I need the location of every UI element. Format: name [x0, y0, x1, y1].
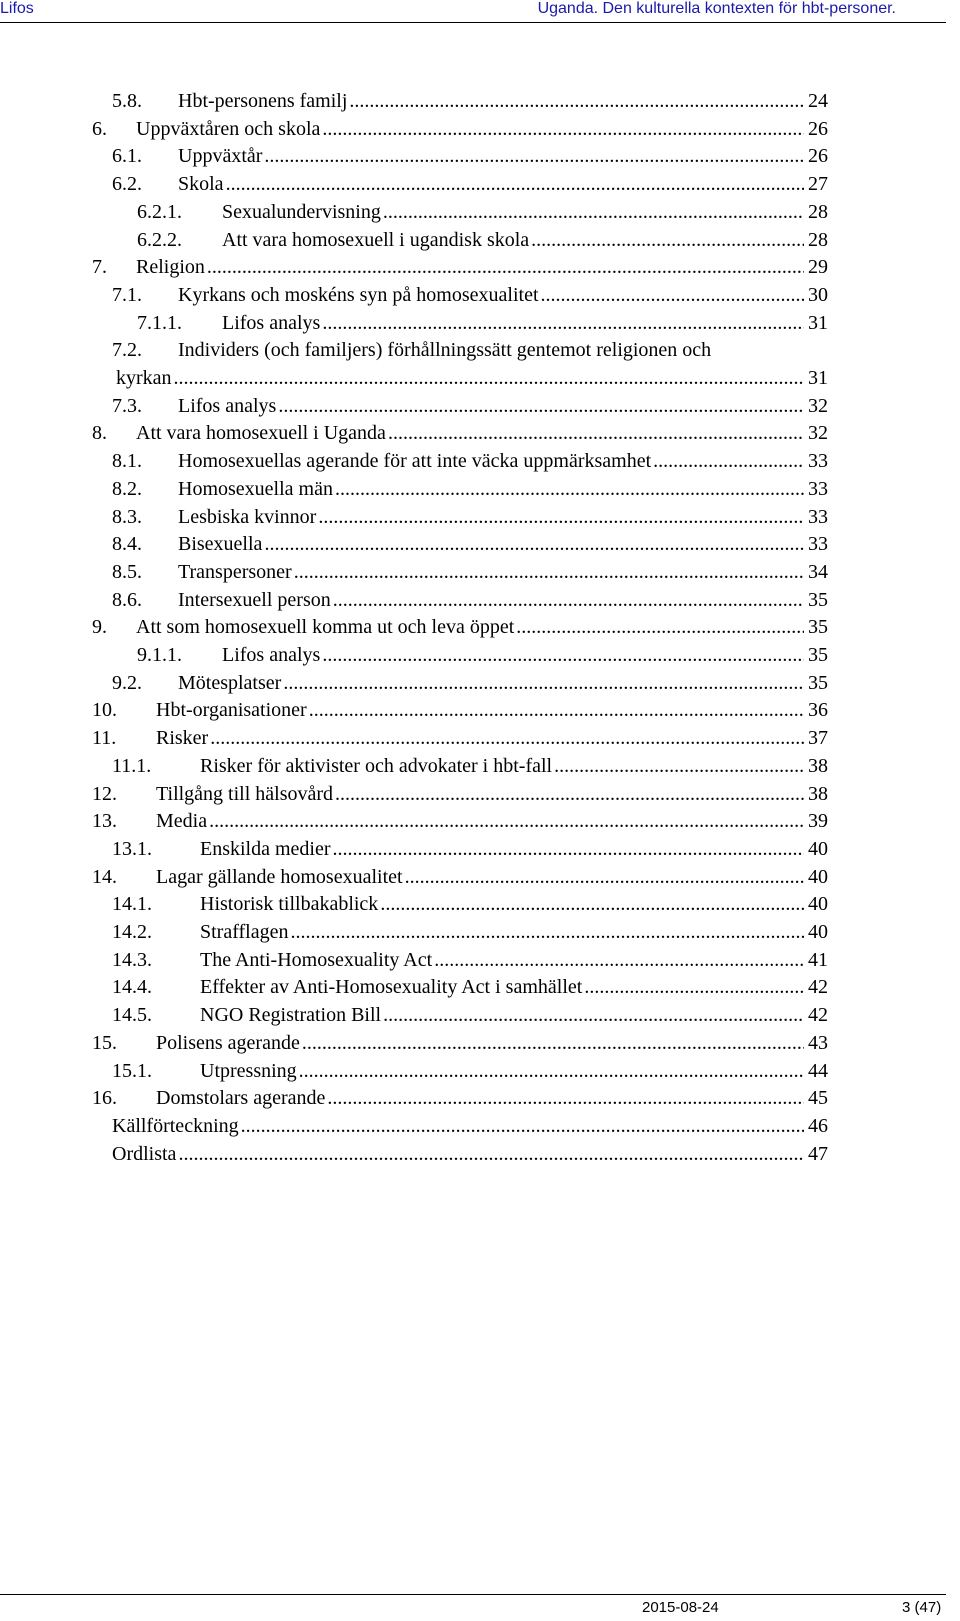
toc-title: NGO Registration Bill	[200, 1004, 382, 1027]
toc-number: 6.1.	[112, 145, 142, 168]
toc-number: 7.3.	[112, 394, 142, 417]
toc-leader-dots	[226, 171, 804, 197]
toc-page-number: 28	[808, 200, 828, 223]
toc-number: 8.5.	[112, 560, 142, 583]
header-right-text: Uganda. Den kulturella kontexten för hbt-personer.	[537, 0, 896, 17]
toc-page-number: 31	[808, 311, 828, 334]
toc-title: Uppväxtåren och skola	[136, 117, 321, 140]
toc-number: 10.	[92, 699, 117, 722]
toc-number: 8.	[92, 422, 107, 445]
toc-leader-dots	[322, 310, 804, 336]
toc-title: Mötesplatser	[178, 671, 282, 694]
footer-date: 2015-08-24	[642, 1599, 719, 1616]
toc-leader-dots	[333, 587, 804, 613]
toc-leader-dots	[584, 974, 804, 1000]
toc-number: 8.6.	[112, 588, 142, 611]
toc-page-number: 33	[808, 450, 828, 473]
toc-number: 16.	[92, 1087, 117, 1110]
toc-leader-dots	[405, 864, 804, 890]
toc-title: Risker för aktivister och advokater i hbt-fall	[200, 754, 553, 777]
toc-number: 6.2.1.	[137, 200, 182, 223]
toc-page-number: 38	[808, 754, 828, 777]
toc-title: Ordlista	[112, 1142, 177, 1165]
toc-number: 9.2.	[112, 671, 142, 694]
toc-title: Effekter av Anti-Homosexuality Act i samhället	[200, 976, 583, 999]
toc-number: 9.1.1.	[137, 644, 182, 666]
toc-title: Religion	[136, 256, 205, 279]
toc-leader-dots	[516, 614, 804, 640]
toc-title: Lifos analys	[178, 394, 277, 417]
toc-page-number: 37	[808, 727, 828, 750]
toc-number: 14.2.	[112, 921, 152, 943]
toc-leader-dots	[653, 448, 804, 474]
toc-leader-dots	[388, 420, 804, 446]
toc-number: 11.1.	[112, 754, 152, 777]
toc-leader-dots	[209, 808, 804, 834]
toc-page-number: 30	[808, 283, 828, 306]
toc-page-number: 40	[808, 837, 828, 860]
toc-number: 6.2.2.	[137, 228, 182, 251]
footer-page-number: 3 (47)	[902, 1599, 942, 1616]
toc-page-number: 31	[808, 367, 828, 389]
toc-number: 8.1.	[112, 450, 142, 473]
toc-page-number: 38	[808, 782, 828, 805]
toc-title: Utpressning	[200, 1059, 297, 1082]
toc-leader-dots	[210, 725, 804, 751]
toc-leader-dots	[309, 697, 804, 723]
toc-title: Lagar gällande homosexualitet	[156, 865, 403, 888]
toc-page-number: 33	[808, 533, 828, 556]
toc-leader-dots	[294, 559, 804, 585]
toc-title: Att vara homosexuell i ugandisk skola	[222, 228, 530, 251]
toc-leader-dots	[241, 1113, 804, 1139]
toc-page-number: 44	[808, 1059, 828, 1082]
toc-number: 8.4.	[112, 533, 142, 556]
toc-page-number: 32	[808, 394, 828, 417]
toc-title: Kyrkans och moskéns syn på homosexualitet	[178, 283, 539, 306]
toc-number: 9.	[92, 616, 107, 639]
toc-page-number: 24	[808, 90, 828, 112]
toc-page-number: 40	[808, 865, 828, 888]
toc-page-number: 46	[808, 1114, 828, 1137]
toc-title: Uppväxtår	[178, 145, 263, 168]
toc-leader-dots	[434, 947, 804, 973]
toc-title: Att vara homosexuell i Uganda	[136, 422, 386, 445]
toc-page-number: 28	[808, 228, 828, 251]
toc-leader-dots	[178, 1141, 804, 1167]
toc-leader-dots	[318, 504, 804, 530]
toc-page-number: 40	[808, 921, 828, 943]
toc-leader-dots	[283, 670, 804, 696]
toc-leader-dots	[333, 836, 804, 862]
toc-page-number: 29	[808, 256, 828, 279]
toc-leader-dots	[335, 781, 804, 807]
toc-leader-dots	[349, 88, 804, 114]
toc-leader-dots	[383, 1002, 804, 1028]
page-footer	[0, 1594, 946, 1621]
toc-number: 8.3.	[112, 505, 142, 528]
toc-title: Hbt-organisationer	[156, 699, 307, 722]
toc-title: Individers (och familjers) förhållningssätt gentemot religionen och	[178, 339, 712, 362]
toc-number: 7.1.1.	[137, 311, 182, 334]
toc-title: Lifos analys	[222, 311, 321, 334]
toc-title: Polisens agerande	[156, 1031, 300, 1054]
header-left-text: Lifos	[0, 0, 34, 17]
toc-leader-dots	[264, 531, 804, 557]
toc-number: 13.	[92, 810, 117, 833]
toc-title: The Anti-Homosexuality Act	[200, 948, 433, 971]
toc-page-number: 35	[808, 671, 828, 694]
toc-page-number: 35	[808, 588, 828, 611]
toc-title: Bisexuella	[178, 533, 263, 556]
toc-number: 15.1.	[112, 1059, 152, 1082]
toc-leader-dots	[174, 365, 804, 391]
toc-leader-dots	[383, 199, 804, 225]
toc-leader-dots	[531, 227, 804, 253]
toc-page-number: 41	[808, 948, 828, 971]
toc-title-continuation: kyrkan	[116, 367, 172, 389]
toc-title: Enskilda medier	[200, 837, 331, 860]
toc-title: Homosexuellas agerande för att inte väcka uppmärksamhet	[178, 450, 652, 473]
toc-page-number: 26	[808, 117, 828, 140]
toc-title: Historisk tillbakablick	[200, 893, 379, 916]
toc-title: Intersexuell person	[178, 588, 331, 611]
toc-title: Källförteckning	[112, 1114, 239, 1137]
toc-leader-dots	[264, 143, 804, 169]
toc-leader-dots	[299, 1058, 804, 1084]
toc-title: Hbt-personens familj	[178, 90, 348, 112]
toc-page-number: 36	[808, 699, 828, 722]
toc-leader-dots	[335, 476, 804, 502]
toc-leader-dots	[322, 642, 804, 668]
toc-title: Tillgång till hälsovård	[156, 782, 334, 805]
toc-leader-dots	[302, 1030, 804, 1056]
toc-number: 14.3.	[112, 948, 152, 971]
toc-leader-dots	[541, 282, 805, 308]
toc-number: 13.1.	[112, 837, 152, 860]
toc-page-number: 33	[808, 505, 828, 528]
toc-page-number: 35	[808, 616, 828, 639]
toc-number: 7.2.	[112, 339, 142, 362]
toc-page-number: 33	[808, 477, 828, 500]
toc-page-number: 45	[808, 1087, 828, 1110]
toc-page-number: 47	[808, 1142, 828, 1165]
toc-number: 14.5.	[112, 1004, 152, 1027]
toc-title: Att som homosexuell komma ut och leva öppet	[136, 616, 515, 639]
toc-title: Risker	[156, 727, 209, 750]
toc-number: 7.	[92, 256, 107, 279]
toc-number: 14.1.	[112, 893, 152, 916]
toc-leader-dots	[327, 1085, 804, 1111]
toc-page-number: 27	[808, 173, 828, 196]
toc-number: 14.4.	[112, 976, 152, 999]
toc-page-number: 43	[808, 1031, 828, 1054]
toc-leader-dots	[380, 891, 804, 917]
toc-page-number: 32	[808, 422, 828, 445]
toc-title: Skola	[178, 173, 224, 196]
page-header	[0, 0, 946, 23]
toc-number: 6.2.	[112, 173, 142, 196]
toc-number: 11.	[92, 727, 117, 750]
toc-title: Strafflagen	[200, 921, 289, 943]
toc-title: Lifos analys	[222, 644, 321, 666]
toc-number: 8.2.	[112, 477, 142, 500]
toc-number: 12.	[92, 782, 117, 805]
toc-title: Lesbiska kvinnor	[178, 505, 317, 528]
toc-page-number: 42	[808, 976, 828, 999]
toc-leader-dots	[322, 116, 804, 142]
toc-page-number: 42	[808, 1004, 828, 1027]
toc-title: Domstolars agerande	[156, 1087, 326, 1110]
toc-number: 14.	[92, 865, 117, 888]
toc-leader-dots	[278, 393, 804, 419]
toc-leader-dots	[207, 254, 804, 280]
toc-number: 7.1.	[112, 283, 142, 306]
toc-title: Homosexuella män	[178, 477, 333, 500]
toc-number: 15.	[92, 1031, 117, 1054]
toc-page-number: 40	[808, 893, 828, 916]
toc-page-number: 26	[808, 145, 828, 168]
toc-title: Transpersoner	[178, 560, 292, 583]
toc-leader-dots	[291, 919, 805, 945]
toc-page-number: 35	[808, 644, 828, 666]
toc-number: 6.	[92, 117, 107, 140]
toc-page-number: 39	[808, 810, 828, 833]
toc-number: 5.8.	[112, 90, 142, 112]
toc-leader-dots	[554, 753, 804, 779]
toc-title: Media	[156, 810, 208, 833]
toc-page-number: 34	[808, 560, 828, 583]
toc-title: Sexualundervisning	[222, 200, 381, 223]
